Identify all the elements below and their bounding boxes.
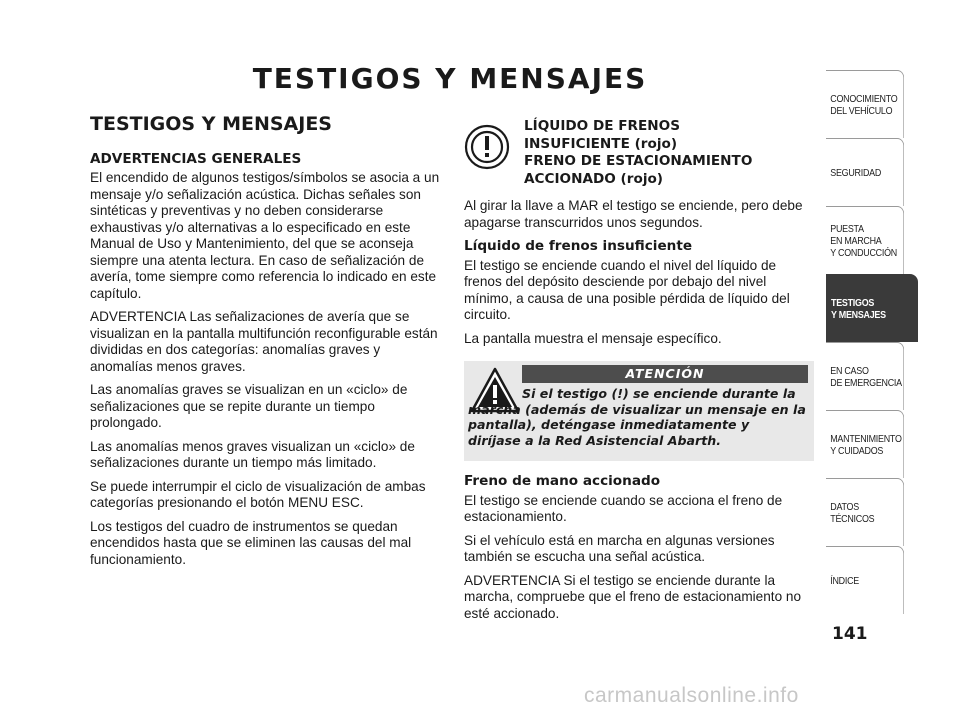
chapter-tab-indice[interactable] — [826, 546, 904, 614]
paragraph: El encendido de algunos testigos/símbolos se asocia a un mensaje y/o señalización acústica. Dichas señales son sintéticas y preventivas y no deben considerarse exhaustivas y/o alternativas a lo especificado en este Manual de Uso y Mantenimiento, del que se aconseja siempre una atenta lectura. En caso de señalización de avería, tome siempre como referencia lo indicado en este capítulo. — [90, 170, 440, 301]
paragraph: ADVERTENCIA Si el testigo se enciende durante la marcha, compruebe que el freno de estacionamiento no esté accionado. — [464, 572, 802, 621]
chapter-tab-label: EN CASO DE EMERGENCIA — [830, 364, 902, 389]
chapter-tab-seguridad[interactable] — [826, 138, 904, 206]
paragraph: El testigo se enciende cuando el nivel del líquido de frenos del depósito desciende por debajo del nivel mínimo, a causa de una posible pérdida de líquido del circuito. — [464, 257, 790, 322]
chapter-tab-label: SEGURIDAD — [830, 166, 882, 179]
chapter-tab-emergencia[interactable] — [826, 342, 904, 410]
paragraph: Las anomalías graves se visualizan en un «ciclo» de señalizaciones que se repite durante un tiempo prolongado. — [90, 382, 408, 430]
chapter-tab-conocimiento[interactable] — [826, 70, 904, 138]
subheading-general-warnings: ADVERTENCIAS GENERALES — [90, 150, 302, 167]
chapter-tab-mantenimiento[interactable] — [826, 410, 904, 478]
lamp-title — [524, 118, 752, 188]
chapter-tab-label: PUESTA EN MARCHA Y CONDUCCIÓN — [830, 222, 897, 259]
chapter-tab-testigos[interactable] — [826, 274, 918, 342]
lamp-title-line: ACCIONADO (rojo) — [524, 170, 664, 187]
lamp-title-line: LÍQUIDO DE FRENOS — [524, 118, 681, 134]
chapter-index-sidebar — [826, 70, 918, 614]
page-title: TESTIGOS Y MENSAJES — [252, 62, 648, 95]
watermark: carmanualsonline.info — [584, 684, 799, 707]
warning-label: ATENCIÓN — [522, 365, 808, 383]
chapter-tab-label: MANTENIMIENTO Y CUIDADOS — [830, 432, 902, 457]
paragraph: La pantalla muestra el mensaje específico. — [464, 330, 722, 346]
chapter-tab-datos-tecnicos[interactable] — [826, 478, 904, 546]
right-column — [464, 118, 814, 629]
chapter-tab-label: CONOCIMIENTO DEL VEHÍCULO — [830, 92, 898, 117]
warning-text: Si el testigo (!) se enciende durante la marcha (además de visualizar un mensaje en la pantalla), deténgase inmediatamente y diríjase a la Red Asistencial Abarth. — [468, 386, 806, 448]
paragraph: Los testigos del cuadro de instrumentos se quedan encendidos hasta que se eliminen las causas del mal funcionamiento. — [90, 518, 412, 567]
paragraph: ADVERTENCIA Las señalizaciones de avería que se visualizan en la pantalla multifunción reconfigurable están divididas en dos categorías: anomalías graves y anomalías menos graves. — [90, 309, 438, 374]
paragraph: Las anomalías menos graves visualizan un «ciclo» de señalizaciones durante un tiempo más limitado. — [90, 438, 415, 470]
lamp-title-line: FRENO DE ESTACIONAMIENTO — [524, 153, 753, 169]
paragraph: Al girar la llave a MAR el testigo se enciende, pero debe apagarse transcurridos unos segundos. — [464, 198, 803, 230]
paragraph: Si el vehículo está en marcha en algunas versiones también se escucha una señal acústica. — [464, 532, 775, 564]
left-column — [90, 113, 442, 575]
lamp-header — [464, 118, 814, 198]
lamp-title-line: INSUFICIENTE (rojo) — [524, 135, 678, 152]
chapter-tab-label: TESTIGOS Y MENSAJES — [831, 296, 886, 321]
subheading-brake-fluid: Líquido de frenos insuficiente — [464, 238, 693, 254]
paragraph: Se puede interrumpir el ciclo de visualización de ambas categorías presionando el botón MENU ESC. — [90, 478, 426, 510]
warning-box — [464, 361, 814, 461]
chapter-tab-label: ÍNDICE — [830, 574, 859, 587]
subheading-handbrake: Freno de mano accionado — [464, 473, 661, 489]
paragraph: El testigo se enciende cuando se acciona el freno de estacionamiento. — [464, 492, 783, 524]
brake-warning-icon — [464, 124, 510, 170]
chapter-tab-puesta-en-marcha[interactable] — [826, 206, 904, 274]
section-title: TESTIGOS Y MENSAJES — [90, 113, 332, 135]
page-number: 141 — [832, 624, 868, 644]
chapter-tab-label: DATOS TÉCNICOS — [830, 500, 875, 525]
